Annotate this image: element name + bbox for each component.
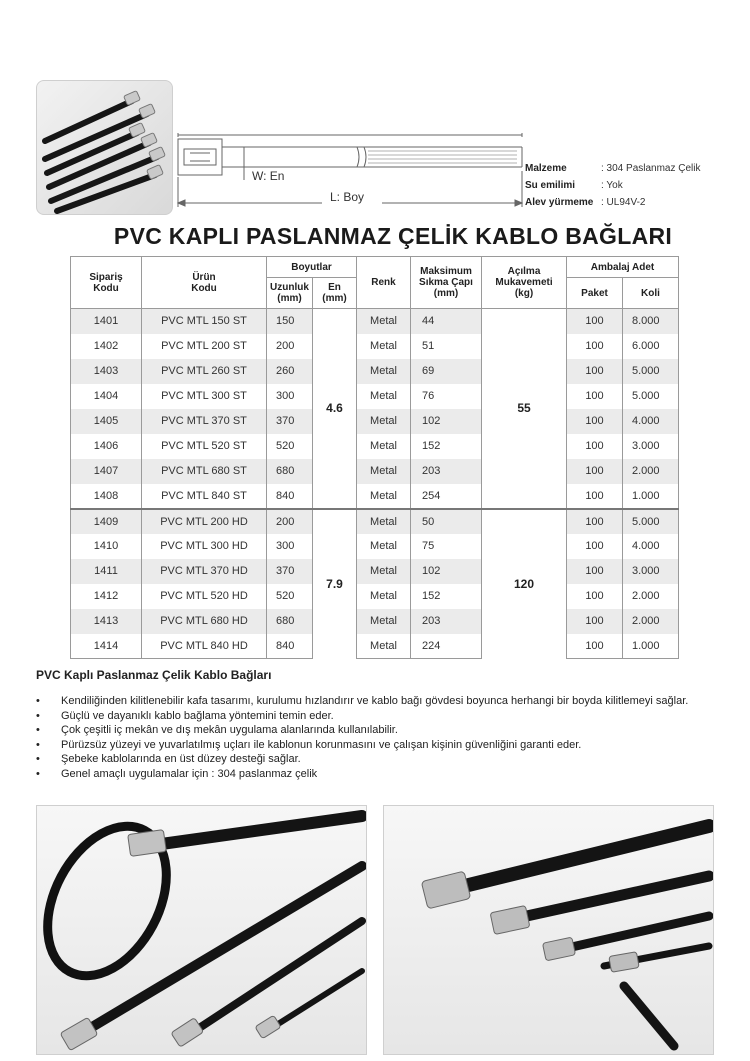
table-row (71, 584, 679, 609)
cell-code: 1414 (71, 634, 142, 659)
cell-product: PVC MTL 680 HD (142, 609, 267, 634)
header-acilma (482, 257, 567, 309)
cell-color: Metal (357, 534, 411, 559)
cell-paket: 100 (567, 534, 623, 559)
cell-color: Metal (357, 484, 411, 509)
list-item: • Güçlü ve dayanıklı kablo bağlama yöntemini temin eder. (36, 709, 696, 724)
cell-koli: 3.000 (623, 559, 679, 584)
cell-koli: 5.000 (623, 509, 679, 534)
header-paket: Paket (567, 278, 623, 309)
spec-list (525, 160, 701, 211)
table-row (71, 309, 679, 334)
width-label: W: En (252, 169, 285, 183)
cell-diameter: 102 (411, 559, 482, 584)
header-text: Sipariş (89, 271, 123, 283)
cell-paket: 100 (567, 509, 623, 534)
header-text: Mukavemeti (495, 277, 553, 288)
spec-value: : 304 Paslanmaz Çelik (601, 163, 701, 174)
cell-length: 200 (267, 334, 313, 359)
cell-length: 200 (267, 509, 313, 534)
cell-color: Metal (357, 334, 411, 359)
spec-key: Alev yürmeme (525, 197, 594, 208)
cell-koli: 1.000 (623, 484, 679, 509)
cell-strength-group2: 120 (482, 509, 567, 659)
header-koli: Koli (623, 278, 679, 309)
cell-koli: 4.000 (623, 534, 679, 559)
cell-paket: 100 (567, 334, 623, 359)
product-photo-top (36, 80, 173, 215)
cable-ties-image (37, 81, 173, 215)
cell-code: 1402 (71, 334, 142, 359)
cell-product: PVC MTL 260 ST (142, 359, 267, 384)
cell-paket: 100 (567, 384, 623, 409)
cell-color: Metal (357, 559, 411, 584)
cell-code: 1408 (71, 484, 142, 509)
list-item: • Çok çeşitli iç mekân ve dış mekân uygulama alanlarında kullanılabilir. (36, 723, 696, 738)
cell-diameter: 44 (411, 309, 482, 334)
cell-diameter: 203 (411, 459, 482, 484)
cell-product: PVC MTL 840 HD (142, 634, 267, 659)
product-photo-left (36, 805, 367, 1055)
cell-color: Metal (357, 584, 411, 609)
cell-diameter: 254 (411, 484, 482, 509)
spec-row (525, 177, 701, 194)
cell-color: Metal (357, 384, 411, 409)
table-row (71, 359, 679, 384)
cell-code: 1412 (71, 584, 142, 609)
list-item: • Pürüzsüz yüzeyi ve yuvarlatılmış uçları ile kablonun korunmasını ve çalışan kişinin güvenliğini garanti eder. (36, 738, 696, 753)
cell-diameter: 152 (411, 584, 482, 609)
cell-strength-group1: 55 (482, 309, 567, 509)
cell-product: PVC MTL 370 ST (142, 409, 267, 434)
cell-diameter: 203 (411, 609, 482, 634)
table-row (71, 384, 679, 409)
cell-code: 1411 (71, 559, 142, 584)
header-renk: Renk (357, 257, 411, 309)
header-text: (mm) (277, 293, 302, 304)
cell-length: 150 (267, 309, 313, 334)
cell-koli: 5.000 (623, 359, 679, 384)
header-text: Açılma (507, 266, 541, 277)
table-row (71, 334, 679, 359)
cell-paket: 100 (567, 634, 623, 659)
cell-koli: 6.000 (623, 334, 679, 359)
cell-koli: 3.000 (623, 434, 679, 459)
header-text: (kg) (514, 288, 534, 299)
cell-product: PVC MTL 840 ST (142, 484, 267, 509)
cell-product: PVC MTL 520 ST (142, 434, 267, 459)
cell-length: 520 (267, 434, 313, 459)
cell-color: Metal (357, 609, 411, 634)
cell-width-group1: 4.6 (313, 309, 357, 509)
header-text: En (328, 282, 341, 293)
cell-diameter: 50 (411, 509, 482, 534)
table-header (71, 257, 679, 309)
table-row (71, 434, 679, 459)
table-row (71, 409, 679, 434)
cell-code: 1409 (71, 509, 142, 534)
cell-diameter: 76 (411, 384, 482, 409)
cell-diameter: 75 (411, 534, 482, 559)
spec-value: : UL94V-2 (601, 197, 646, 208)
cell-diameter: 102 (411, 409, 482, 434)
cell-code: 1401 (71, 309, 142, 334)
header-text: Uzunluk (270, 282, 309, 293)
cell-color: Metal (357, 634, 411, 659)
cell-code: 1413 (71, 609, 142, 634)
cell-koli: 8.000 (623, 309, 679, 334)
cell-product: PVC MTL 300 HD (142, 534, 267, 559)
cell-paket: 100 (567, 609, 623, 634)
header-text: Ürün (192, 271, 216, 283)
cell-paket: 100 (567, 584, 623, 609)
cell-paket: 100 (567, 484, 623, 509)
header-urun (142, 257, 267, 309)
cell-koli: 1.000 (623, 634, 679, 659)
cell-length: 370 (267, 409, 313, 434)
spec-key: Su emilimi (525, 180, 576, 191)
header-boyutlar: Boyutlar (267, 257, 357, 278)
cell-koli: 2.000 (623, 609, 679, 634)
cell-code: 1404 (71, 384, 142, 409)
cell-code: 1406 (71, 434, 142, 459)
header-text: (mm) (433, 288, 459, 299)
cell-width-group2: 7.9 (313, 509, 357, 659)
cell-color: Metal (357, 359, 411, 384)
table-row (71, 484, 679, 509)
cell-code: 1403 (71, 359, 142, 384)
cell-length: 520 (267, 584, 313, 609)
header-text: Kodu (191, 282, 217, 294)
cell-length: 300 (267, 534, 313, 559)
cell-paket: 100 (567, 359, 623, 384)
cell-product: PVC MTL 200 HD (142, 509, 267, 534)
cell-product: PVC MTL 150 ST (142, 309, 267, 334)
header-maksimum (411, 257, 482, 309)
cell-paket: 100 (567, 309, 623, 334)
table-body (71, 309, 679, 659)
spec-row (525, 160, 701, 177)
cable-ties-heads-image (384, 806, 714, 1055)
cell-color: Metal (357, 509, 411, 534)
header-text: Kodu (93, 282, 119, 294)
header-siparis (71, 257, 142, 309)
cell-length: 370 (267, 559, 313, 584)
description-title: PVC Kaplı Paslanmaz Çelik Kablo Bağları (36, 668, 272, 682)
feature-list (36, 694, 696, 781)
product-photo-right (383, 805, 714, 1055)
cell-diameter: 224 (411, 634, 482, 659)
cable-tie-drawing (172, 125, 527, 220)
length-label: L: Boy (330, 190, 365, 204)
cell-koli: 2.000 (623, 584, 679, 609)
header-text: Sıkma Çapı (419, 277, 473, 288)
header-text: (mm) (322, 293, 347, 304)
cell-paket: 100 (567, 409, 623, 434)
table-row (71, 559, 679, 584)
table-row (71, 509, 679, 534)
product-table (70, 256, 679, 659)
cell-code: 1405 (71, 409, 142, 434)
cell-product: PVC MTL 520 HD (142, 584, 267, 609)
header-uzunluk (267, 278, 313, 309)
page-title: PVC KAPLI PASLANMAZ ÇELİK KABLO BAĞLARI (113, 223, 673, 249)
cell-diameter: 51 (411, 334, 482, 359)
spec-key: Malzeme (525, 163, 567, 174)
dimension-diagram (172, 125, 527, 220)
cell-color: Metal (357, 459, 411, 484)
cell-diameter: 69 (411, 359, 482, 384)
list-item: • Kendiliğinden kilitlenebilir kafa tasarımı, kurulumu hızlandırır ve kablo bağı gövdesi boyunca herhangi bir boyda kilitlemeyi sağlar. (36, 694, 696, 709)
cell-length: 680 (267, 609, 313, 634)
cell-length: 840 (267, 484, 313, 509)
list-item: • Genel amaçlı uygulamalar için : 304 paslanmaz çelik (36, 767, 696, 782)
cell-koli: 5.000 (623, 384, 679, 409)
spec-value: : Yok (601, 180, 623, 191)
cell-length: 840 (267, 634, 313, 659)
cell-length: 680 (267, 459, 313, 484)
cell-koli: 2.000 (623, 459, 679, 484)
header-text: Maksimum (420, 266, 472, 277)
cell-length: 300 (267, 384, 313, 409)
cell-color: Metal (357, 309, 411, 334)
cell-code: 1407 (71, 459, 142, 484)
cell-color: Metal (357, 409, 411, 434)
cell-code: 1410 (71, 534, 142, 559)
table-row (71, 534, 679, 559)
cell-paket: 100 (567, 559, 623, 584)
cell-length: 260 (267, 359, 313, 384)
cable-ties-loop-image (37, 806, 367, 1055)
header-en (313, 278, 357, 309)
cell-paket: 100 (567, 459, 623, 484)
cell-color: Metal (357, 434, 411, 459)
table-row (71, 459, 679, 484)
cell-product: PVC MTL 370 HD (142, 559, 267, 584)
cell-product: PVC MTL 300 ST (142, 384, 267, 409)
cell-product: PVC MTL 200 ST (142, 334, 267, 359)
cell-koli: 4.000 (623, 409, 679, 434)
cell-diameter: 152 (411, 434, 482, 459)
cell-product: PVC MTL 680 ST (142, 459, 267, 484)
list-item: • Şebeke kablolarında en üst düzey desteği sağlar. (36, 752, 696, 767)
table-row (71, 609, 679, 634)
header-ambalaj: Ambalaj Adet (567, 257, 679, 278)
cell-paket: 100 (567, 434, 623, 459)
table-row (71, 634, 679, 659)
spec-row (525, 194, 701, 211)
